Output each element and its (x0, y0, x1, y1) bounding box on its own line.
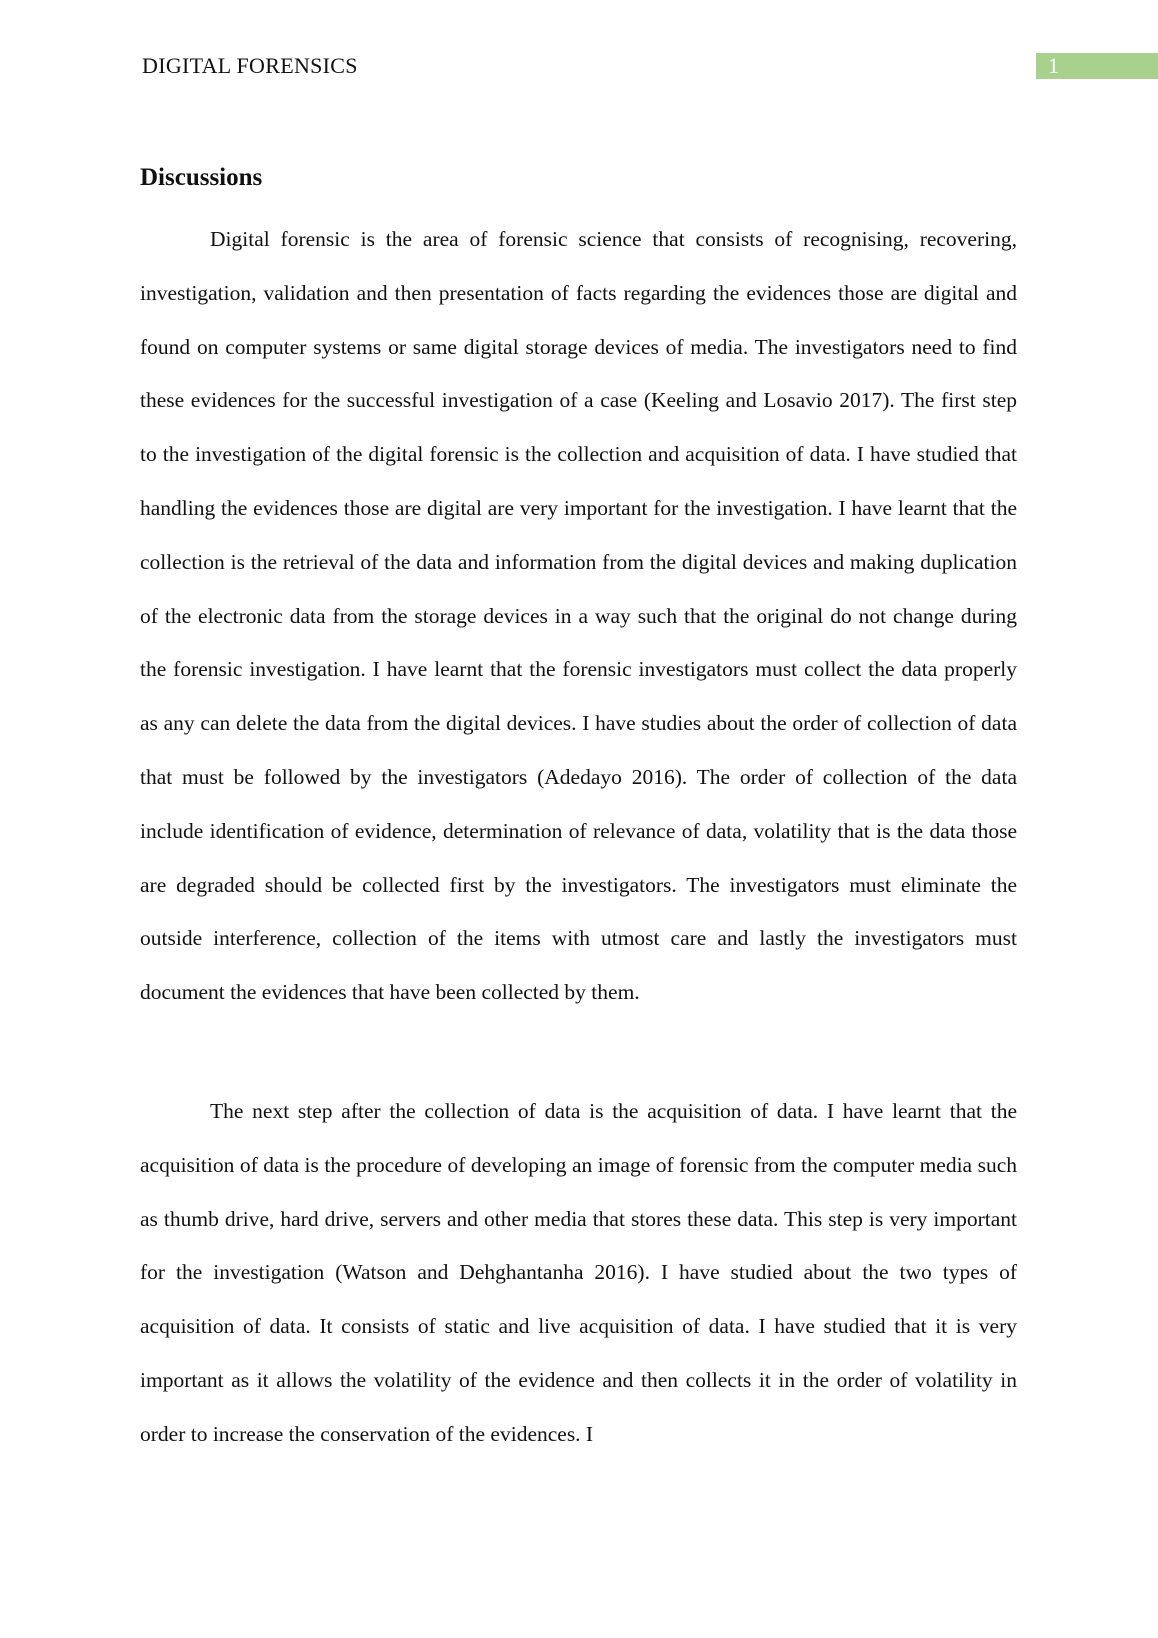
page-number: 1 (1036, 53, 1158, 79)
section-heading: Discussions (140, 164, 263, 191)
body-paragraph-1: Digital forensic is the area of forensic science that consists of recognising, recovering, investigation, validation and then presentation of facts regarding the evidences those are digital and found on computer systems or same digital storage devices of media. The investigators need to find these evidences for the successful investigation of a case (Keeling and Losavio 2017). The first step to the investigation of the digital forensic is the collection and acquisition of data. I have studied that handling the evidences those are digital are very important for the investigation. I have learnt that the collection is the retrieval of the data and information from the digital devices and making duplication of the electronic data from the storage devices in a way such that the original do not change during the forensic investigation. I have learnt that the forensic investigators must collect the data properly as any can delete the data from the digital devices. I have studies about the order of collection of data that must be followed by the investigators (Adedayo 2016). The order of collection of the data include identification of evidence, determination of relevance of data, volatility that is the data those are degraded should be collected first by the investigators. The investigators must eliminate the outside interference, collection of the items with utmost care and lastly the investigators must document the evidences that have been collected by them. (140, 227, 1017, 1005)
running-head-title: DIGITAL FORENSICS (142, 53, 358, 78)
body-paragraph-2: The next step after the collection of data is the acquisition of data. I have learnt that the acquisition of data is the procedure of developing an image of forensic from the computer media such as thumb drive, hard drive, servers and other media that stores these data. This step is very important for the investigation (Watson and Dehghantanha 2016). I have studied about the two types of acquisition of data. It consists of static and live acquisition of data. I have studied that it is very important as it allows the volatility of the evidence and then collects it in the order of volatility in order to increase the conservation of the evidences. I (140, 1099, 1017, 1446)
